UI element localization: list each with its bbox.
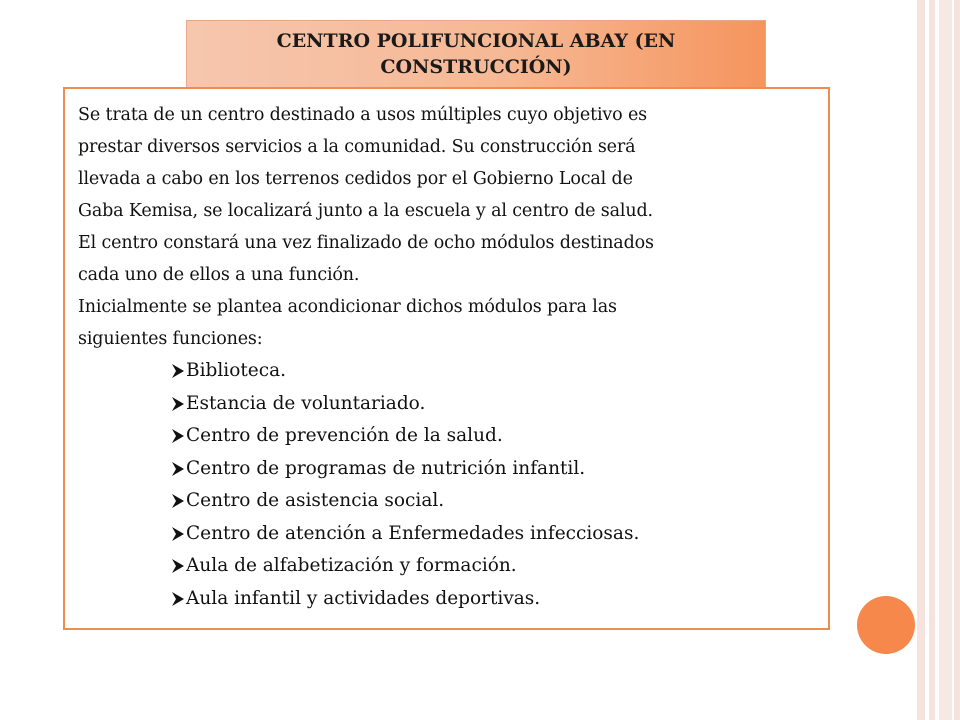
paragraph-line: llevada a cabo en los terrenos cedidos por el Gobierno Local de xyxy=(78,169,633,189)
paragraph-line: Inicialmente se plantea acondicionar dichos módulos para las xyxy=(78,297,617,317)
description-paragraph xyxy=(78,99,816,355)
arrowhead-bullet-icon xyxy=(172,429,184,443)
paragraph-line: Se trata de un centro destinado a usos múltiples cuyo objetivo es xyxy=(78,105,647,125)
list-item xyxy=(172,583,816,616)
list-item-label: Estancia de voluntariado. xyxy=(186,392,426,414)
arrowhead-bullet-icon xyxy=(172,397,184,411)
arrowhead-bullet-icon xyxy=(172,494,184,508)
list-item-label: Centro de programas de nutrición infantil. xyxy=(186,457,586,479)
paragraph-line: El centro constará una vez finalizado de ocho módulos destinados xyxy=(78,233,654,253)
decorative-stripe xyxy=(929,0,935,720)
paragraph-line: Gaba Kemisa, se localizará junto a la escuela y al centro de salud. xyxy=(78,201,653,221)
list-item-label: Centro de prevención de la salud. xyxy=(186,425,503,446)
functions-list xyxy=(78,355,816,615)
arrowhead-bullet-icon xyxy=(172,559,184,573)
list-item xyxy=(172,388,816,421)
list-item xyxy=(172,355,816,388)
paragraph-line: cada uno de ellos a una función. xyxy=(78,265,360,285)
slide-title: CENTRO POLIFUNCIONAL ABAY (EN CONSTRUCCIÓN) xyxy=(276,30,676,78)
list-item xyxy=(172,550,816,583)
decorative-stripe xyxy=(939,0,952,720)
arrowhead-bullet-icon xyxy=(172,462,184,476)
list-item-label: Centro de atención a Enfermedades infecciosas. xyxy=(186,522,640,544)
list-item-label: Aula infantil y actividades deportivas. xyxy=(186,587,541,609)
list-item xyxy=(172,453,816,486)
arrowhead-bullet-icon xyxy=(172,364,184,378)
decorative-circle xyxy=(857,596,915,654)
list-item-label: Aula de alfabetización y formación. xyxy=(186,555,517,576)
paragraph-line: prestar diversos servicios a la comunidad. Su construcción será xyxy=(78,137,636,157)
decorative-stripe xyxy=(917,0,925,720)
list-item-label: Biblioteca. xyxy=(186,360,286,381)
list-item xyxy=(172,518,816,551)
content-box xyxy=(63,87,830,630)
slide-title-box xyxy=(186,20,766,88)
list-item-label: Centro de asistencia social. xyxy=(186,490,445,511)
arrowhead-bullet-icon xyxy=(172,592,184,606)
paragraph-line: siguientes funciones: xyxy=(78,329,263,349)
list-item xyxy=(172,485,816,518)
arrowhead-bullet-icon xyxy=(172,527,184,541)
list-item xyxy=(172,420,816,453)
decorative-stripe xyxy=(954,0,960,720)
